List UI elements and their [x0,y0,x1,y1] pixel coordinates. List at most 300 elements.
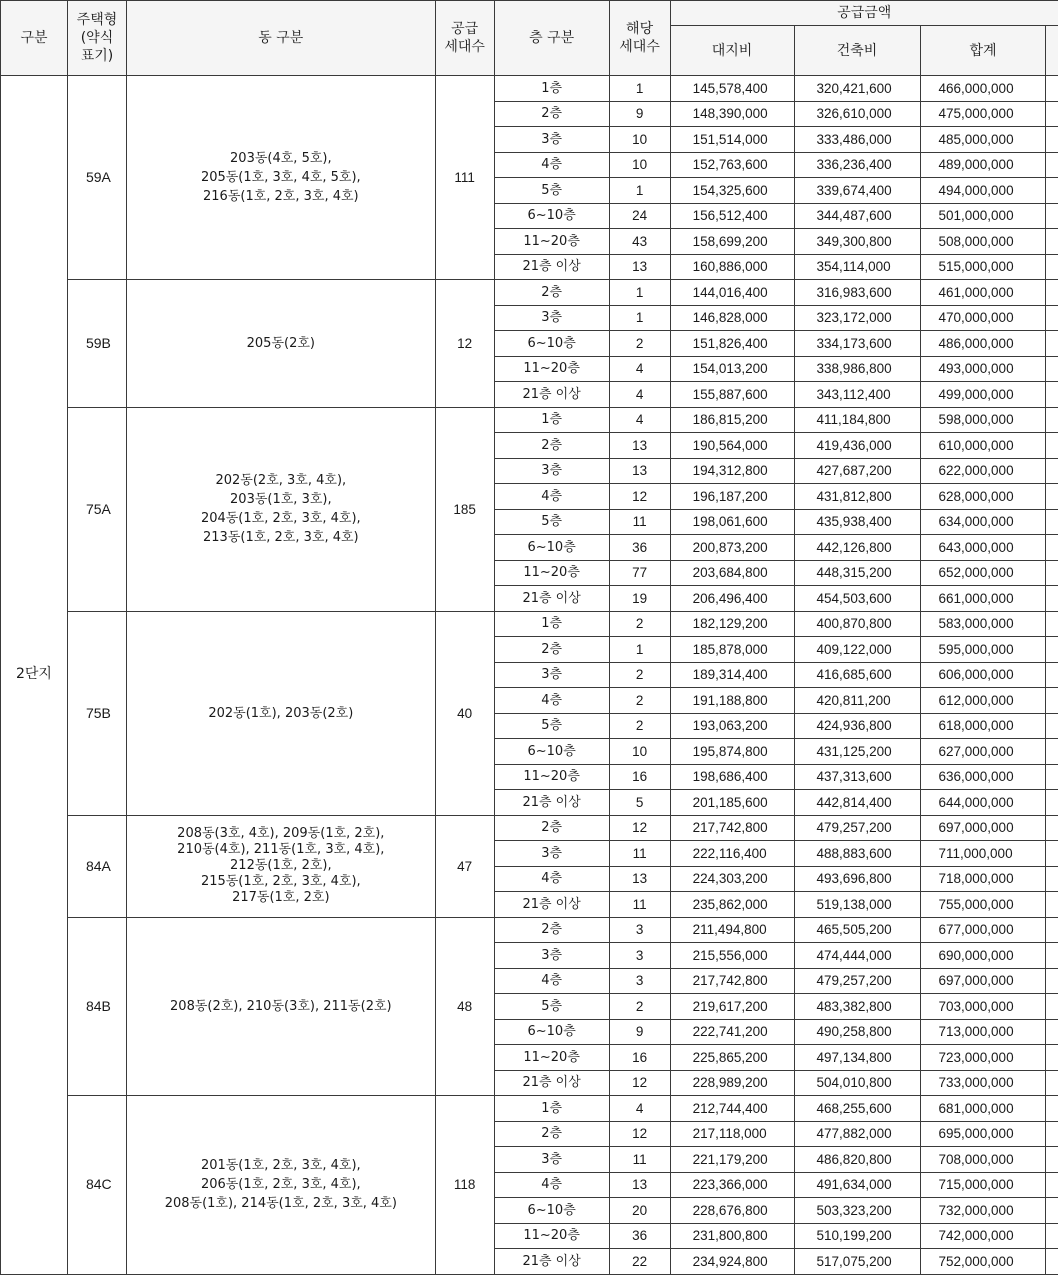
land-cost-cell: 158,699,200 [670,229,794,255]
edge-cell [1046,1121,1058,1147]
table-row [1,407,1058,433]
table-row [1,611,1058,637]
table-row [1,280,1058,306]
supply-units-cell: 48 [435,917,494,1096]
floor-cell: 3층 [494,1147,609,1173]
units-cell: 9 [609,1019,670,1045]
units-cell: 4 [609,382,670,408]
building-cost-cell: 448,315,200 [794,560,920,586]
total-cell: 499,000,000 [920,382,1046,408]
land-cost-cell: 160,886,000 [670,254,794,280]
land-cost-cell: 152,763,600 [670,152,794,178]
dong-line: 205동(2호) [247,336,315,351]
land-cost-cell: 206,496,400 [670,586,794,612]
land-cost-cell: 156,512,400 [670,203,794,229]
header-housing-type [67,1,126,76]
total-cell: 677,000,000 [920,917,1046,943]
units-cell: 43 [609,229,670,255]
units-cell: 2 [609,994,670,1020]
total-cell: 708,000,000 [920,1147,1046,1173]
units-cell: 36 [609,1223,670,1249]
units-cell: 2 [609,331,670,357]
floor-cell: 4층 [494,968,609,994]
complex-cell: 2단지 [1,76,68,1275]
building-cost-cell: 486,820,800 [794,1147,920,1173]
floor-cell: 21층 이상 [494,586,609,612]
units-cell: 2 [609,688,670,714]
units-cell: 2 [609,662,670,688]
units-cell: 77 [609,560,670,586]
land-cost-cell: 228,676,800 [670,1198,794,1224]
edge-cell [1046,917,1058,943]
floor-cell: 3층 [494,943,609,969]
floor-cell: 4층 [494,866,609,892]
units-cell: 22 [609,1249,670,1275]
total-cell: 612,000,000 [920,688,1046,714]
table-row [1,917,1058,943]
total-cell: 636,000,000 [920,764,1046,790]
floor-cell: 11~20층 [494,1223,609,1249]
edge-cell [1046,790,1058,816]
total-cell: 628,000,000 [920,484,1046,510]
building-cost-cell: 479,257,200 [794,968,920,994]
housing-type-cell: 84B [67,917,126,1096]
total-cell: 489,000,000 [920,152,1046,178]
floor-cell: 6~10층 [494,1019,609,1045]
floor-cell: 6~10층 [494,739,609,765]
supply-units-cell: 111 [435,76,494,280]
total-cell: 732,000,000 [920,1198,1046,1224]
edge-cell [1046,382,1058,408]
table-header [1,1,1058,76]
building-cost-cell: 497,134,800 [794,1045,920,1071]
units-cell: 1 [609,178,670,204]
table-row [1,1096,1058,1122]
building-cost-cell: 510,199,200 [794,1223,920,1249]
land-cost-cell: 186,815,200 [670,407,794,433]
units-cell: 11 [609,892,670,918]
total-cell: 595,000,000 [920,637,1046,663]
building-cost-cell: 493,696,800 [794,866,920,892]
building-cost-cell: 483,382,800 [794,994,920,1020]
edge-cell [1046,815,1058,841]
edge-cell [1046,280,1058,306]
floor-cell: 3층 [494,841,609,867]
land-cost-cell: 195,874,800 [670,739,794,765]
floor-cell: 1층 [494,76,609,102]
dong-line: 202동(1호), 203동(2호) [208,706,353,721]
header-type-line1: 주택형 [77,12,118,28]
units-cell: 11 [609,841,670,867]
edge-cell [1046,586,1058,612]
dong-line: 213동(1호, 2호, 3호, 4호) [203,530,359,545]
table-row [1,76,1058,102]
floor-cell: 3층 [494,305,609,331]
floor-cell: 6~10층 [494,535,609,561]
edge-cell [1046,1096,1058,1122]
edge-cell [1046,968,1058,994]
total-cell: 715,000,000 [920,1172,1046,1198]
building-cost-cell: 442,126,800 [794,535,920,561]
dong-cell [126,917,435,1096]
dong-cell [126,1096,435,1275]
units-cell: 13 [609,1172,670,1198]
total-cell: 681,000,000 [920,1096,1046,1122]
edge-cell [1046,764,1058,790]
units-cell: 12 [609,815,670,841]
units-cell: 12 [609,1070,670,1096]
land-cost-cell: 223,366,000 [670,1172,794,1198]
dong-line: 202동(2호, 3호, 4호), [215,473,346,488]
supply-units-cell: 185 [435,407,494,611]
units-cell: 13 [609,433,670,459]
total-cell: 606,000,000 [920,662,1046,688]
total-cell: 627,000,000 [920,739,1046,765]
total-cell: 643,000,000 [920,535,1046,561]
total-cell: 486,000,000 [920,331,1046,357]
dong-cell [126,280,435,408]
building-cost-cell: 431,125,200 [794,739,920,765]
total-cell: 634,000,000 [920,509,1046,535]
land-cost-cell: 190,564,000 [670,433,794,459]
header-supply-line1: 공급 [451,21,478,37]
header-floor: 층 구분 [494,1,609,76]
units-cell: 1 [609,305,670,331]
floor-cell: 2층 [494,917,609,943]
building-cost-cell: 427,687,200 [794,458,920,484]
supply-units-cell: 47 [435,815,494,917]
total-cell: 583,000,000 [920,611,1046,637]
floor-cell: 6~10층 [494,203,609,229]
total-cell: 703,000,000 [920,994,1046,1020]
edge-cell [1046,433,1058,459]
header-dong: 동 구분 [126,1,435,76]
edge-cell [1046,407,1058,433]
header-type-line2: (약식 [81,30,114,46]
units-cell: 19 [609,586,670,612]
total-cell: 470,000,000 [920,305,1046,331]
building-cost-cell: 468,255,600 [794,1096,920,1122]
building-cost-cell: 400,870,800 [794,611,920,637]
land-cost-cell: 215,556,000 [670,943,794,969]
units-cell: 2 [609,713,670,739]
edge-cell [1046,331,1058,357]
land-cost-cell: 228,989,200 [670,1070,794,1096]
land-cost-cell: 194,312,800 [670,458,794,484]
floor-cell: 21층 이상 [494,254,609,280]
header-land-cost: 대지비 [670,26,794,76]
building-cost-cell: 334,173,600 [794,331,920,357]
total-cell: 466,000,000 [920,76,1046,102]
total-cell: 610,000,000 [920,433,1046,459]
total-cell: 508,000,000 [920,229,1046,255]
edge-cell [1046,1070,1058,1096]
units-cell: 36 [609,535,670,561]
units-cell: 3 [609,943,670,969]
land-cost-cell: 217,742,800 [670,815,794,841]
land-cost-cell: 235,862,000 [670,892,794,918]
units-cell: 13 [609,458,670,484]
floor-cell: 11~20층 [494,1045,609,1071]
edge-cell [1046,1147,1058,1173]
dong-line: 201동(1호, 2호, 3호, 4호), [201,1158,361,1173]
total-cell: 644,000,000 [920,790,1046,816]
dong-line: 204동(1호, 2호, 3호, 4호), [201,511,361,526]
total-cell: 742,000,000 [920,1223,1046,1249]
edge-cell [1046,356,1058,382]
units-cell: 1 [609,280,670,306]
supply-units-cell: 118 [435,1096,494,1275]
floor-cell: 6~10층 [494,331,609,357]
edge-cell [1046,458,1058,484]
floor-cell: 21층 이상 [494,382,609,408]
edge-cell [1046,662,1058,688]
dong-line: 208동(1호), 214동(1호, 2호, 3호, 4호) [165,1196,397,1211]
dong-cell [126,407,435,611]
floor-cell: 11~20층 [494,229,609,255]
total-cell: 695,000,000 [920,1121,1046,1147]
edge-cell [1046,305,1058,331]
building-cost-cell: 344,487,600 [794,203,920,229]
edge-cell [1046,178,1058,204]
land-cost-cell: 221,179,200 [670,1147,794,1173]
land-cost-cell: 154,325,600 [670,178,794,204]
edge-cell [1046,152,1058,178]
units-cell: 13 [609,866,670,892]
edge-cell [1046,1223,1058,1249]
building-cost-cell: 419,436,000 [794,433,920,459]
floor-cell: 2층 [494,280,609,306]
header-total: 합계 [920,26,1046,76]
total-cell: 661,000,000 [920,586,1046,612]
edge-cell [1046,1198,1058,1224]
header-units-line2: 세대수 [619,39,660,55]
building-cost-cell: 326,610,000 [794,101,920,127]
header-supply-units [435,1,494,76]
land-cost-cell: 146,828,000 [670,305,794,331]
building-cost-cell: 442,814,400 [794,790,920,816]
total-cell: 622,000,000 [920,458,1046,484]
floor-cell: 5층 [494,713,609,739]
units-cell: 3 [609,968,670,994]
floor-cell: 1층 [494,1096,609,1122]
header-edge [1046,26,1058,76]
dong-line: 205동(1호, 3호, 4호, 5호), [201,170,361,185]
floor-cell: 2층 [494,433,609,459]
floor-cell: 6~10층 [494,1198,609,1224]
units-cell: 5 [609,790,670,816]
edge-cell [1046,1249,1058,1275]
land-cost-cell: 148,390,000 [670,101,794,127]
floor-cell: 4층 [494,1172,609,1198]
edge-cell [1046,688,1058,714]
header-units [609,1,670,76]
dong-line: 216동(1호, 2호, 3호, 4호) [203,189,359,204]
building-cost-cell: 339,674,400 [794,178,920,204]
edge-cell [1046,127,1058,153]
total-cell: 598,000,000 [920,407,1046,433]
edge-cell [1046,535,1058,561]
building-cost-cell: 354,114,000 [794,254,920,280]
floor-cell: 2층 [494,1121,609,1147]
building-cost-cell: 411,184,800 [794,407,920,433]
floor-cell: 1층 [494,611,609,637]
dong-line: 215동(1호, 2호, 3호, 4호), [201,874,361,889]
edge-cell [1046,76,1058,102]
building-cost-cell: 474,444,000 [794,943,920,969]
edge-cell [1046,484,1058,510]
building-cost-cell: 503,323,200 [794,1198,920,1224]
land-cost-cell: 151,514,000 [670,127,794,153]
land-cost-cell: 191,188,800 [670,688,794,714]
floor-cell: 2층 [494,637,609,663]
land-cost-cell: 151,826,400 [670,331,794,357]
dong-line: 203동(1호, 3호), [230,492,332,507]
units-cell: 1 [609,76,670,102]
total-cell: 515,000,000 [920,254,1046,280]
edge-cell [1046,254,1058,280]
floor-cell: 3층 [494,127,609,153]
total-cell: 733,000,000 [920,1070,1046,1096]
total-cell: 475,000,000 [920,101,1046,127]
land-cost-cell: 217,742,800 [670,968,794,994]
land-cost-cell: 145,578,400 [670,76,794,102]
floor-cell: 21층 이상 [494,892,609,918]
edge-cell [1046,943,1058,969]
edge-cell [1046,1045,1058,1071]
building-cost-cell: 338,986,800 [794,356,920,382]
land-cost-cell: 222,116,400 [670,841,794,867]
floor-cell: 21층 이상 [494,1249,609,1275]
land-cost-cell: 144,016,400 [670,280,794,306]
header-gubun: 구분 [1,1,68,76]
building-cost-cell: 320,421,600 [794,76,920,102]
land-cost-cell: 198,061,600 [670,509,794,535]
floor-cell: 5층 [494,509,609,535]
dong-line: 203동(4호, 5호), [230,151,332,166]
land-cost-cell: 225,865,200 [670,1045,794,1071]
dong-line: 208동(3호, 4호), 209동(1호, 2호), [177,826,384,841]
total-cell: 461,000,000 [920,280,1046,306]
header-units-line1: 해당 [626,21,653,37]
housing-type-cell: 59A [67,76,126,280]
total-cell: 485,000,000 [920,127,1046,153]
building-cost-cell: 477,882,000 [794,1121,920,1147]
floor-cell: 2층 [494,815,609,841]
units-cell: 10 [609,127,670,153]
units-cell: 16 [609,1045,670,1071]
header-building-cost: 건축비 [794,26,920,76]
floor-cell: 11~20층 [494,356,609,382]
units-cell: 11 [609,509,670,535]
floor-cell: 2층 [494,101,609,127]
units-cell: 9 [609,101,670,127]
land-cost-cell: 189,314,400 [670,662,794,688]
floor-cell: 11~20층 [494,560,609,586]
building-cost-cell: 437,313,600 [794,764,920,790]
edge-cell [1046,1172,1058,1198]
units-cell: 12 [609,1121,670,1147]
header-price-group: 공급금액 [670,1,1058,26]
supply-units-cell: 12 [435,280,494,408]
edge-cell [1046,203,1058,229]
land-cost-cell: 224,303,200 [670,866,794,892]
housing-type-cell: 84A [67,815,126,917]
floor-cell: 3층 [494,458,609,484]
edge-cell [1046,841,1058,867]
housing-type-cell: 75B [67,611,126,815]
total-cell: 493,000,000 [920,356,1046,382]
dong-cell [126,815,435,917]
building-cost-cell: 465,505,200 [794,917,920,943]
total-cell: 697,000,000 [920,815,1046,841]
edge-cell [1046,509,1058,535]
land-cost-cell: 185,878,000 [670,637,794,663]
units-cell: 1 [609,637,670,663]
total-cell: 713,000,000 [920,1019,1046,1045]
supply-units-cell: 40 [435,611,494,815]
dong-line: 212동(1호, 2호), [230,858,332,873]
total-cell: 652,000,000 [920,560,1046,586]
total-cell: 690,000,000 [920,943,1046,969]
housing-type-cell: 75A [67,407,126,611]
edge-cell [1046,739,1058,765]
building-cost-cell: 424,936,800 [794,713,920,739]
land-cost-cell: 219,617,200 [670,994,794,1020]
floor-cell: 4층 [494,152,609,178]
total-cell: 501,000,000 [920,203,1046,229]
edge-cell [1046,1019,1058,1045]
edge-cell [1046,994,1058,1020]
edge-cell [1046,229,1058,255]
units-cell: 3 [609,917,670,943]
building-cost-cell: 479,257,200 [794,815,920,841]
floor-cell: 1층 [494,407,609,433]
units-cell: 2 [609,611,670,637]
edge-cell [1046,611,1058,637]
building-cost-cell: 420,811,200 [794,688,920,714]
units-cell: 4 [609,1096,670,1122]
building-cost-cell: 343,112,400 [794,382,920,408]
units-cell: 10 [609,152,670,178]
land-cost-cell: 234,924,800 [670,1249,794,1275]
total-cell: 755,000,000 [920,892,1046,918]
total-cell: 711,000,000 [920,841,1046,867]
units-cell: 13 [609,254,670,280]
units-cell: 4 [609,407,670,433]
building-cost-cell: 454,503,600 [794,586,920,612]
floor-cell: 4층 [494,484,609,510]
land-cost-cell: 211,494,800 [670,917,794,943]
land-cost-cell: 193,063,200 [670,713,794,739]
units-cell: 20 [609,1198,670,1224]
land-cost-cell: 212,744,400 [670,1096,794,1122]
floor-cell: 21층 이상 [494,790,609,816]
floor-cell: 11~20층 [494,764,609,790]
units-cell: 10 [609,739,670,765]
table-row [1,815,1058,841]
building-cost-cell: 323,172,000 [794,305,920,331]
land-cost-cell: 201,185,600 [670,790,794,816]
building-cost-cell: 431,812,800 [794,484,920,510]
floor-cell: 21층 이상 [494,1070,609,1096]
units-cell: 11 [609,1147,670,1173]
floor-cell: 5층 [494,178,609,204]
table-body [1,76,1058,1275]
building-cost-cell: 491,634,000 [794,1172,920,1198]
building-cost-cell: 517,075,200 [794,1249,920,1275]
land-cost-cell: 155,887,600 [670,382,794,408]
